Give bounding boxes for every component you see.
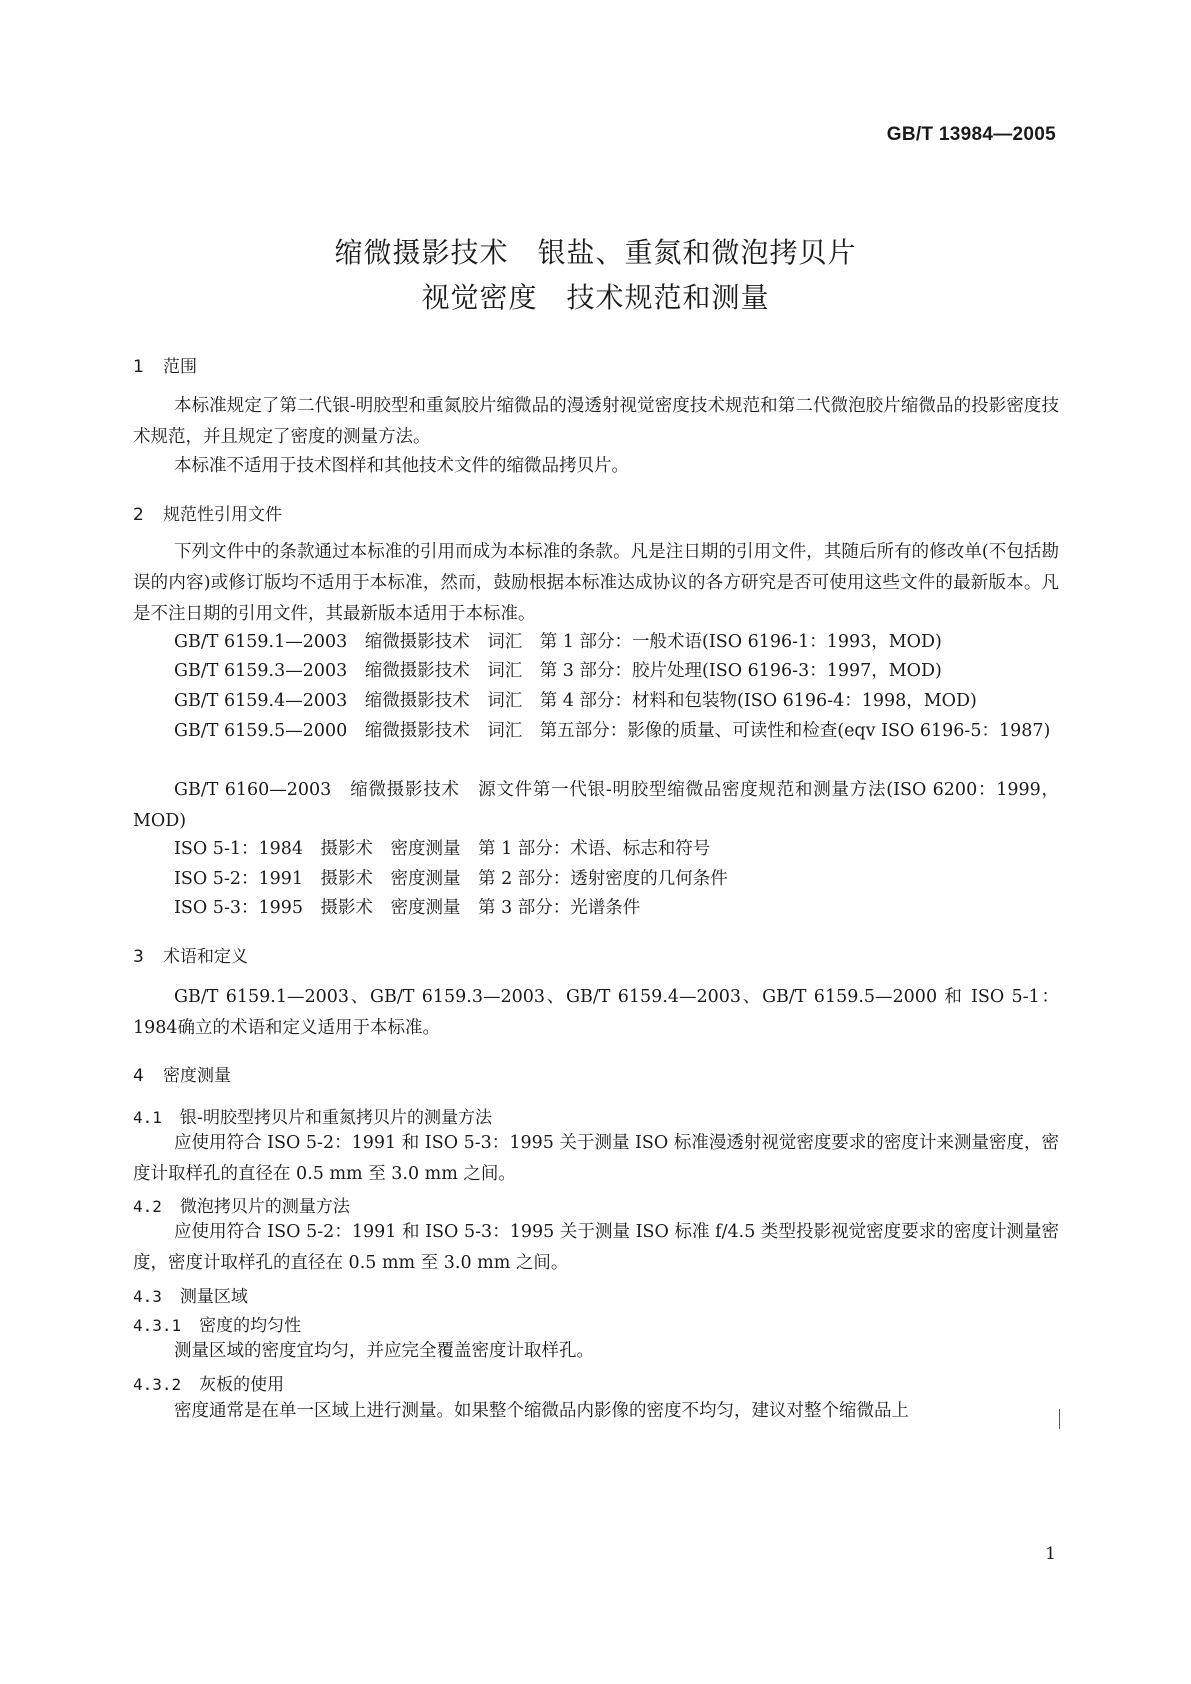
page-number: 1 bbox=[1045, 1544, 1056, 1564]
standard-number: GB/T 13984—2005 bbox=[886, 124, 1056, 145]
subsection-4-3-1-paragraph: 测量区域的密度宜均匀，并应完全覆盖密度计取样孔。 bbox=[174, 1341, 594, 1361]
reference-item: ISO 5-1：1984 摄影术 密度测量 第 1 部分：术语、标志和符号 bbox=[174, 839, 711, 859]
section-title: 规范性引用文件 bbox=[163, 505, 282, 525]
subsection-4-3-2-heading bbox=[133, 1370, 284, 1395]
reference-item: ISO 5-3：1995 摄影术 密度测量 第 3 部分：光谱条件 bbox=[174, 898, 641, 918]
subsection-title: 微泡拷贝片的测量方法 bbox=[179, 1197, 350, 1217]
section-number: 3 bbox=[133, 947, 144, 967]
section-3-heading bbox=[133, 942, 248, 967]
subsection-4-3-heading bbox=[133, 1282, 248, 1307]
section-2-heading bbox=[133, 500, 282, 525]
section-1-heading bbox=[133, 352, 197, 377]
subsection-4-1-heading bbox=[133, 1103, 492, 1128]
document-title-line-1: 缩微摄影技术 银盐、重氮和微泡拷贝片 bbox=[334, 236, 857, 269]
subsection-4-2-paragraph: 应使用符合 ISO 5-2：1991 和 ISO 5-3：1995 关于测量 ISO 标准 f/4.5 类型投影视觉密度要求的密度计测量密度，密度计取样孔的直径在 0.5 mm 至 3.0 mm 之间。 bbox=[133, 1222, 1059, 1273]
reference-item: ISO 5-2：1991 摄影术 密度测量 第 2 部分：透射密度的几何条件 bbox=[174, 869, 728, 889]
subsection-4-1-paragraph: 应使用符合 ISO 5-2：1991 和 ISO 5-3：1995 关于测量 ISO 标准漫透射视觉密度要求的密度计来测量密度，密度计取样孔的直径在 0.5 mm 至 3.0 mm 之间。 bbox=[133, 1133, 1059, 1184]
reference-item: GB/T 6159.1—2003 缩微摄影技术 词汇 第 1 部分：一般术语(ISO 6196-1：1993，MOD) bbox=[174, 632, 942, 652]
section-title: 密度测量 bbox=[163, 1066, 231, 1086]
section-number: 1 bbox=[133, 357, 144, 377]
section-number: 2 bbox=[133, 505, 144, 525]
subsection-title: 灰板的使用 bbox=[199, 1375, 285, 1395]
section-number: 4 bbox=[133, 1066, 144, 1086]
reference-item: GB/T 6159.4—2003 缩微摄影技术 词汇 第 4 部分：材料和包装物(ISO 6196-4：1998，MOD) bbox=[174, 691, 977, 711]
section-1-paragraph-1: 本标准规定了第二代银-明胶型和重氮胶片缩微品的漫透射视觉密度技术规范和第二代微泡胶片缩微品的投影密度技术规范，并且规定了密度的测量方法。 bbox=[133, 396, 1059, 447]
subsection-4-2-heading bbox=[133, 1192, 350, 1217]
subsection-number: 4.2 bbox=[133, 1197, 162, 1216]
subsection-title: 密度的均匀性 bbox=[199, 1316, 302, 1336]
section-1-paragraph-2: 本标准不适用于技术图样和其他技术文件的缩微品拷贝片。 bbox=[174, 456, 629, 476]
reference-item: GB/T 6159.5—2000 缩微摄影技术 词汇 第五部分：影像的质量、可读性和检查(eqv ISO 6196-5：1987) bbox=[174, 721, 1051, 741]
reference-item: GB/T 6160—2003 缩微摄影技术 源文件第一代银-明胶型缩微品密度规范和测量方法(ISO 6200：1999，MOD) bbox=[133, 780, 1059, 831]
subsection-number: 4.3.1 bbox=[133, 1316, 182, 1335]
subsection-4-3-2-paragraph: 密度通常是在单一区域上进行测量。如果整个缩微品内影像的密度不均匀，建议对整个缩微品上 bbox=[174, 1401, 909, 1421]
subsection-title: 测量区域 bbox=[179, 1287, 248, 1307]
section-title: 术语和定义 bbox=[163, 947, 248, 967]
subsection-number: 4.1 bbox=[133, 1108, 162, 1127]
reference-item: GB/T 6159.3—2003 缩微摄影技术 词汇 第 3 部分：胶片处理(ISO 6196-3：1997，MOD) bbox=[174, 661, 942, 681]
subsection-number: 4.3 bbox=[133, 1287, 162, 1306]
revision-margin-mark bbox=[1059, 1409, 1060, 1429]
section-4-heading bbox=[133, 1061, 231, 1086]
subsection-number: 4.3.2 bbox=[133, 1375, 182, 1394]
document-title-line-2: 视觉密度 技术规范和测量 bbox=[421, 281, 770, 314]
section-title: 范围 bbox=[163, 357, 197, 377]
section-3-paragraph-1: GB/T 6159.1—2003、GB/T 6159.3—2003、GB/T 6159.4—2003、GB/T 6159.5—2000 和 ISO 5-1：1984确立的术语和定义适用于本标准。 bbox=[133, 987, 1059, 1038]
subsection-4-3-1-heading bbox=[133, 1311, 301, 1336]
subsection-title: 银-明胶型拷贝片和重氮拷贝片的测量方法 bbox=[179, 1108, 493, 1128]
section-2-paragraph-1: 下列文件中的条款通过本标准的引用而成为本标准的条款。凡是注日期的引用文件，其随后所有的修改单(不包括勘误的内容)或修订版均不适用于本标准，然而，鼓励根据本标准达成协议的各方研究是否可使用这些文件的最新版本。凡是不注日期的引用文件，其最新版本适用于本标准。 bbox=[133, 542, 1059, 624]
